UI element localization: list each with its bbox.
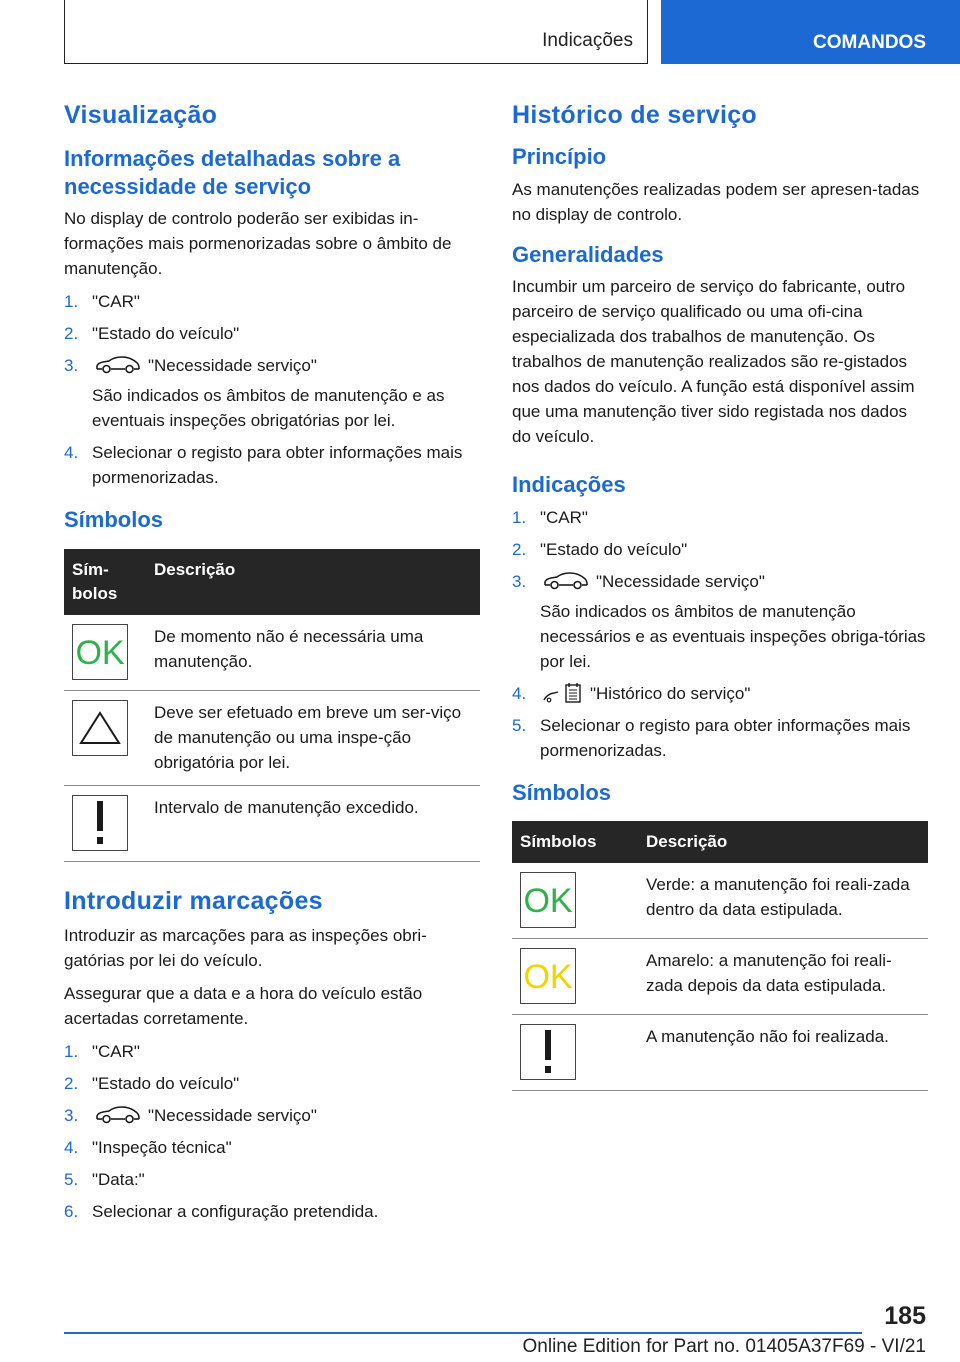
steps-list-indications [512, 505, 928, 763]
table-row [64, 615, 480, 691]
ok-yellow-icon [520, 948, 576, 1004]
exclamation-icon [72, 795, 128, 851]
header-section-title: Indicações [542, 30, 633, 51]
list-item: 5. "Data:" [64, 1170, 145, 1190]
paragraph-general: Incumbir um parceiro de serviço do fabricante, outro parceiro de serviço qualificado ou uma ofi-cina especializada dos trabalhos de manutenção. Os trabalhos de manutenção realizados são re-gistados nos dados do veículo. A função está disponível assim que uma manutenção tiver sido registada nos dados do veículo. [512, 277, 915, 447]
steps-list-introduce [64, 1039, 480, 1224]
car-icon [94, 1106, 140, 1124]
list-item: 1. "CAR" [64, 1042, 140, 1062]
symbol-description: Amarelo: a manutenção foi reali-zada depois da data estipulada. [638, 939, 928, 1015]
header-section-box [64, 0, 648, 64]
heading-principle: Princípio [512, 144, 607, 170]
list-item: 4. "Histórico do serviço" [512, 683, 751, 703]
list-item: 2. "Estado do veículo" [64, 324, 240, 344]
section-title-visualizacao: Visualização [64, 101, 218, 129]
list-item: 4. Selecionar o registo para obter informações mais pormenorizadas. [64, 443, 463, 488]
table-header-symbols: Sím-bolos [64, 549, 146, 615]
paragraph-principle: As manutenções realizadas podem ser apresen-tadas no display de controlo. [512, 179, 920, 224]
list-item: 3. "Necessidade serviço" [64, 1106, 317, 1126]
table-header-symbols: Símbolos [512, 821, 638, 863]
symbol-description: A manutenção não foi realizada. [638, 1015, 928, 1091]
svg-text:OK: OK [523, 961, 573, 992]
symbol-description: Verde: a manutenção foi reali-zada dentro da data estipulada. [638, 863, 928, 939]
warning-triangle-icon [72, 700, 128, 756]
list-item: 5. Selecionar o registo para obter informações mais pormenorizadas. [512, 715, 911, 760]
table-header-description: Descrição [146, 549, 480, 615]
footer-edition: Online Edition for Part no. 01405A37F69 - VI/21 [522, 1336, 926, 1357]
page-number: 185 [884, 1302, 926, 1330]
symbol-description: Intervalo de manutenção excedido. [146, 785, 480, 861]
symbols-table-left [64, 549, 480, 862]
section-title-historico: Histórico de serviço [512, 101, 757, 129]
heading-symbols-left: Símbolos [64, 507, 164, 533]
list-item: 6. Selecionar a configuração pretendida. [64, 1202, 379, 1222]
svg-text:OK: OK [75, 636, 125, 667]
heading-symbols-right: Símbolos [512, 779, 612, 805]
paragraph-introduce-1: Introduzir as marcações para as inspeções obri-gatórias por lei do veículo. [64, 926, 427, 971]
table-row [512, 863, 928, 939]
list-item: 4. "Inspeção técnica" [64, 1138, 232, 1158]
ok-green-icon [72, 624, 128, 680]
symbols-table-right [512, 821, 928, 1091]
table-row [512, 1015, 928, 1091]
right-column [512, 100, 928, 1101]
table-row [512, 939, 928, 1015]
service-history-icon [542, 683, 584, 703]
car-icon [94, 356, 140, 374]
svg-text:OK: OK [523, 885, 573, 916]
left-column [64, 100, 480, 1231]
steps-list-detailed [64, 289, 480, 490]
list-item: 2. "Estado do veículo" [64, 1074, 240, 1094]
paragraph-introduce-2: Assegurar que a data e a hora do veículo estão acertadas corretamente. [64, 984, 423, 1029]
heading-detailed-info: Informações detalhadas sobre a necessidade de serviço [64, 146, 401, 199]
table-row [64, 785, 480, 861]
paragraph-detailed-info: No display de controlo poderão ser exibidas in-formações mais pormenorizadas sobre o âmbito de manutenção. [64, 209, 452, 279]
car-icon [542, 572, 588, 590]
footer-divider [64, 1332, 862, 1334]
list-item: 3. "Necessidade serviço" São indicados os âmbitos de manutenção e as eventuais inspeções obrigatórias por lei. [64, 356, 445, 431]
heading-indications: Indicações [512, 472, 626, 498]
table-row [64, 690, 480, 785]
heading-general: Generalidades [512, 241, 664, 267]
list-item: 1. "CAR" [512, 507, 588, 527]
symbol-description: Deve ser efetuado em breve um ser-viço de manutenção ou uma inspe-ção obrigatória por lei. [146, 690, 480, 785]
section-title-introduzir: Introduzir marcações [64, 886, 323, 915]
symbol-description: De momento não é necessária uma manutenção. [146, 615, 480, 691]
list-item: 3. "Necessidade serviço" São indicados os âmbitos de manutenção necessários e as eventuais inspeções obriga-tórias por lei. [512, 571, 926, 671]
header-chapter-tab: COMANDOS [661, 0, 960, 64]
exclamation-icon [520, 1024, 576, 1080]
list-item: 1. "CAR" [64, 292, 140, 312]
list-item: 2. "Estado do veículo" [512, 539, 688, 559]
table-header-description: Descrição [638, 821, 928, 863]
ok-green-icon [520, 872, 576, 928]
